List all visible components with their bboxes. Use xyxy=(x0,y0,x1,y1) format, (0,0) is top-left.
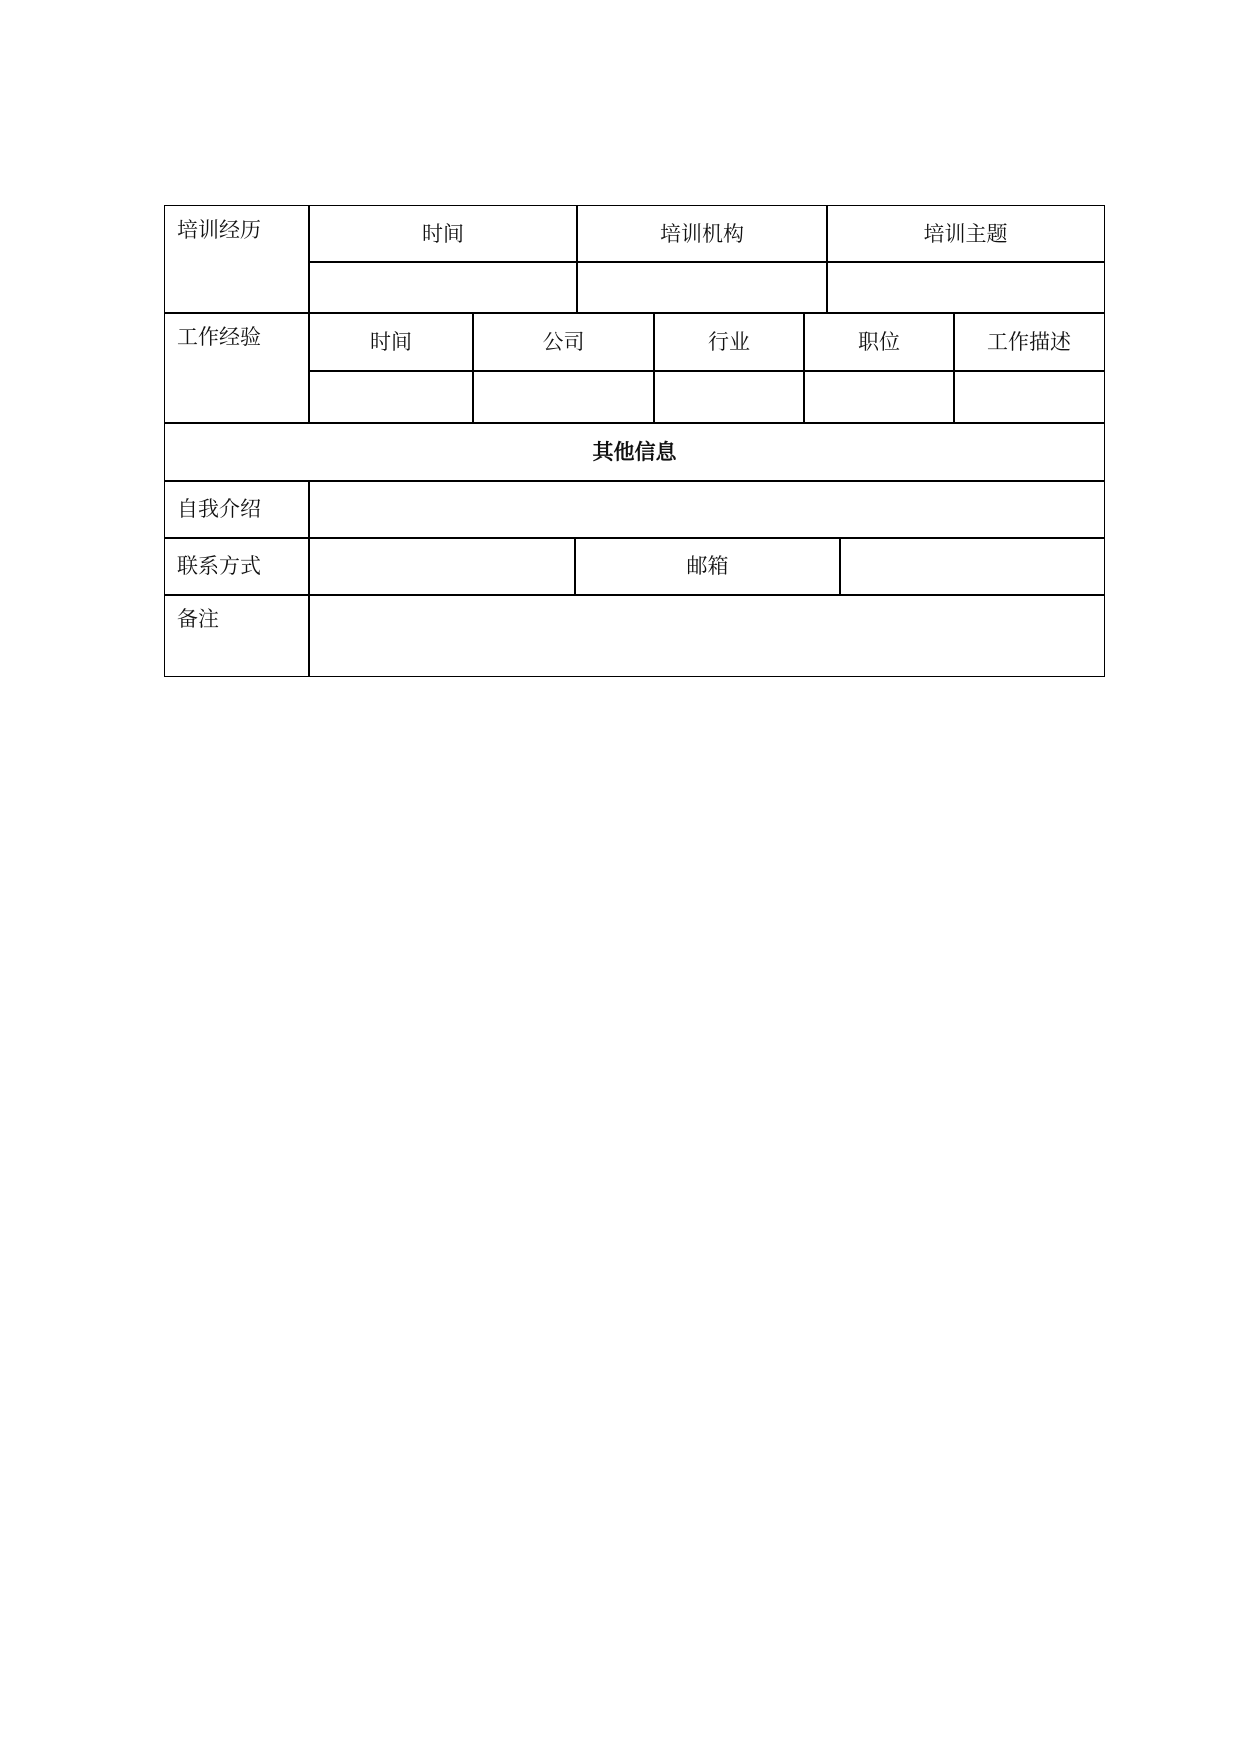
work-time-field[interactable] xyxy=(308,370,474,424)
work-industry-field[interactable] xyxy=(653,370,805,424)
other-info-section-title: 其他信息 xyxy=(164,422,1105,482)
work-position-field[interactable] xyxy=(803,370,955,424)
contact-label: 联系方式 xyxy=(164,537,310,596)
training-institution-header: 培训机构 xyxy=(576,205,828,263)
training-topic-field[interactable] xyxy=(826,261,1105,314)
training-topic-header: 培训主题 xyxy=(826,205,1105,263)
remarks-field[interactable] xyxy=(308,594,1105,677)
email-label: 邮箱 xyxy=(574,537,841,596)
work-position-header: 职位 xyxy=(803,312,955,372)
work-company-field[interactable] xyxy=(472,370,655,424)
work-company-header: 公司 xyxy=(472,312,655,372)
training-time-header: 时间 xyxy=(308,205,578,263)
contact-field[interactable] xyxy=(308,537,576,596)
self-intro-field[interactable] xyxy=(308,480,1105,539)
training-experience-label: 培训经历 xyxy=(164,205,310,314)
work-experience-label: 工作经验 xyxy=(164,312,310,424)
self-intro-label: 自我介绍 xyxy=(164,480,310,539)
remarks-label: 备注 xyxy=(164,594,310,677)
work-time-header: 时间 xyxy=(308,312,474,372)
email-field[interactable] xyxy=(839,537,1105,596)
training-institution-field[interactable] xyxy=(576,261,828,314)
training-time-field[interactable] xyxy=(308,261,578,314)
work-industry-header: 行业 xyxy=(653,312,805,372)
work-description-field[interactable] xyxy=(953,370,1105,424)
work-description-header: 工作描述 xyxy=(953,312,1105,372)
